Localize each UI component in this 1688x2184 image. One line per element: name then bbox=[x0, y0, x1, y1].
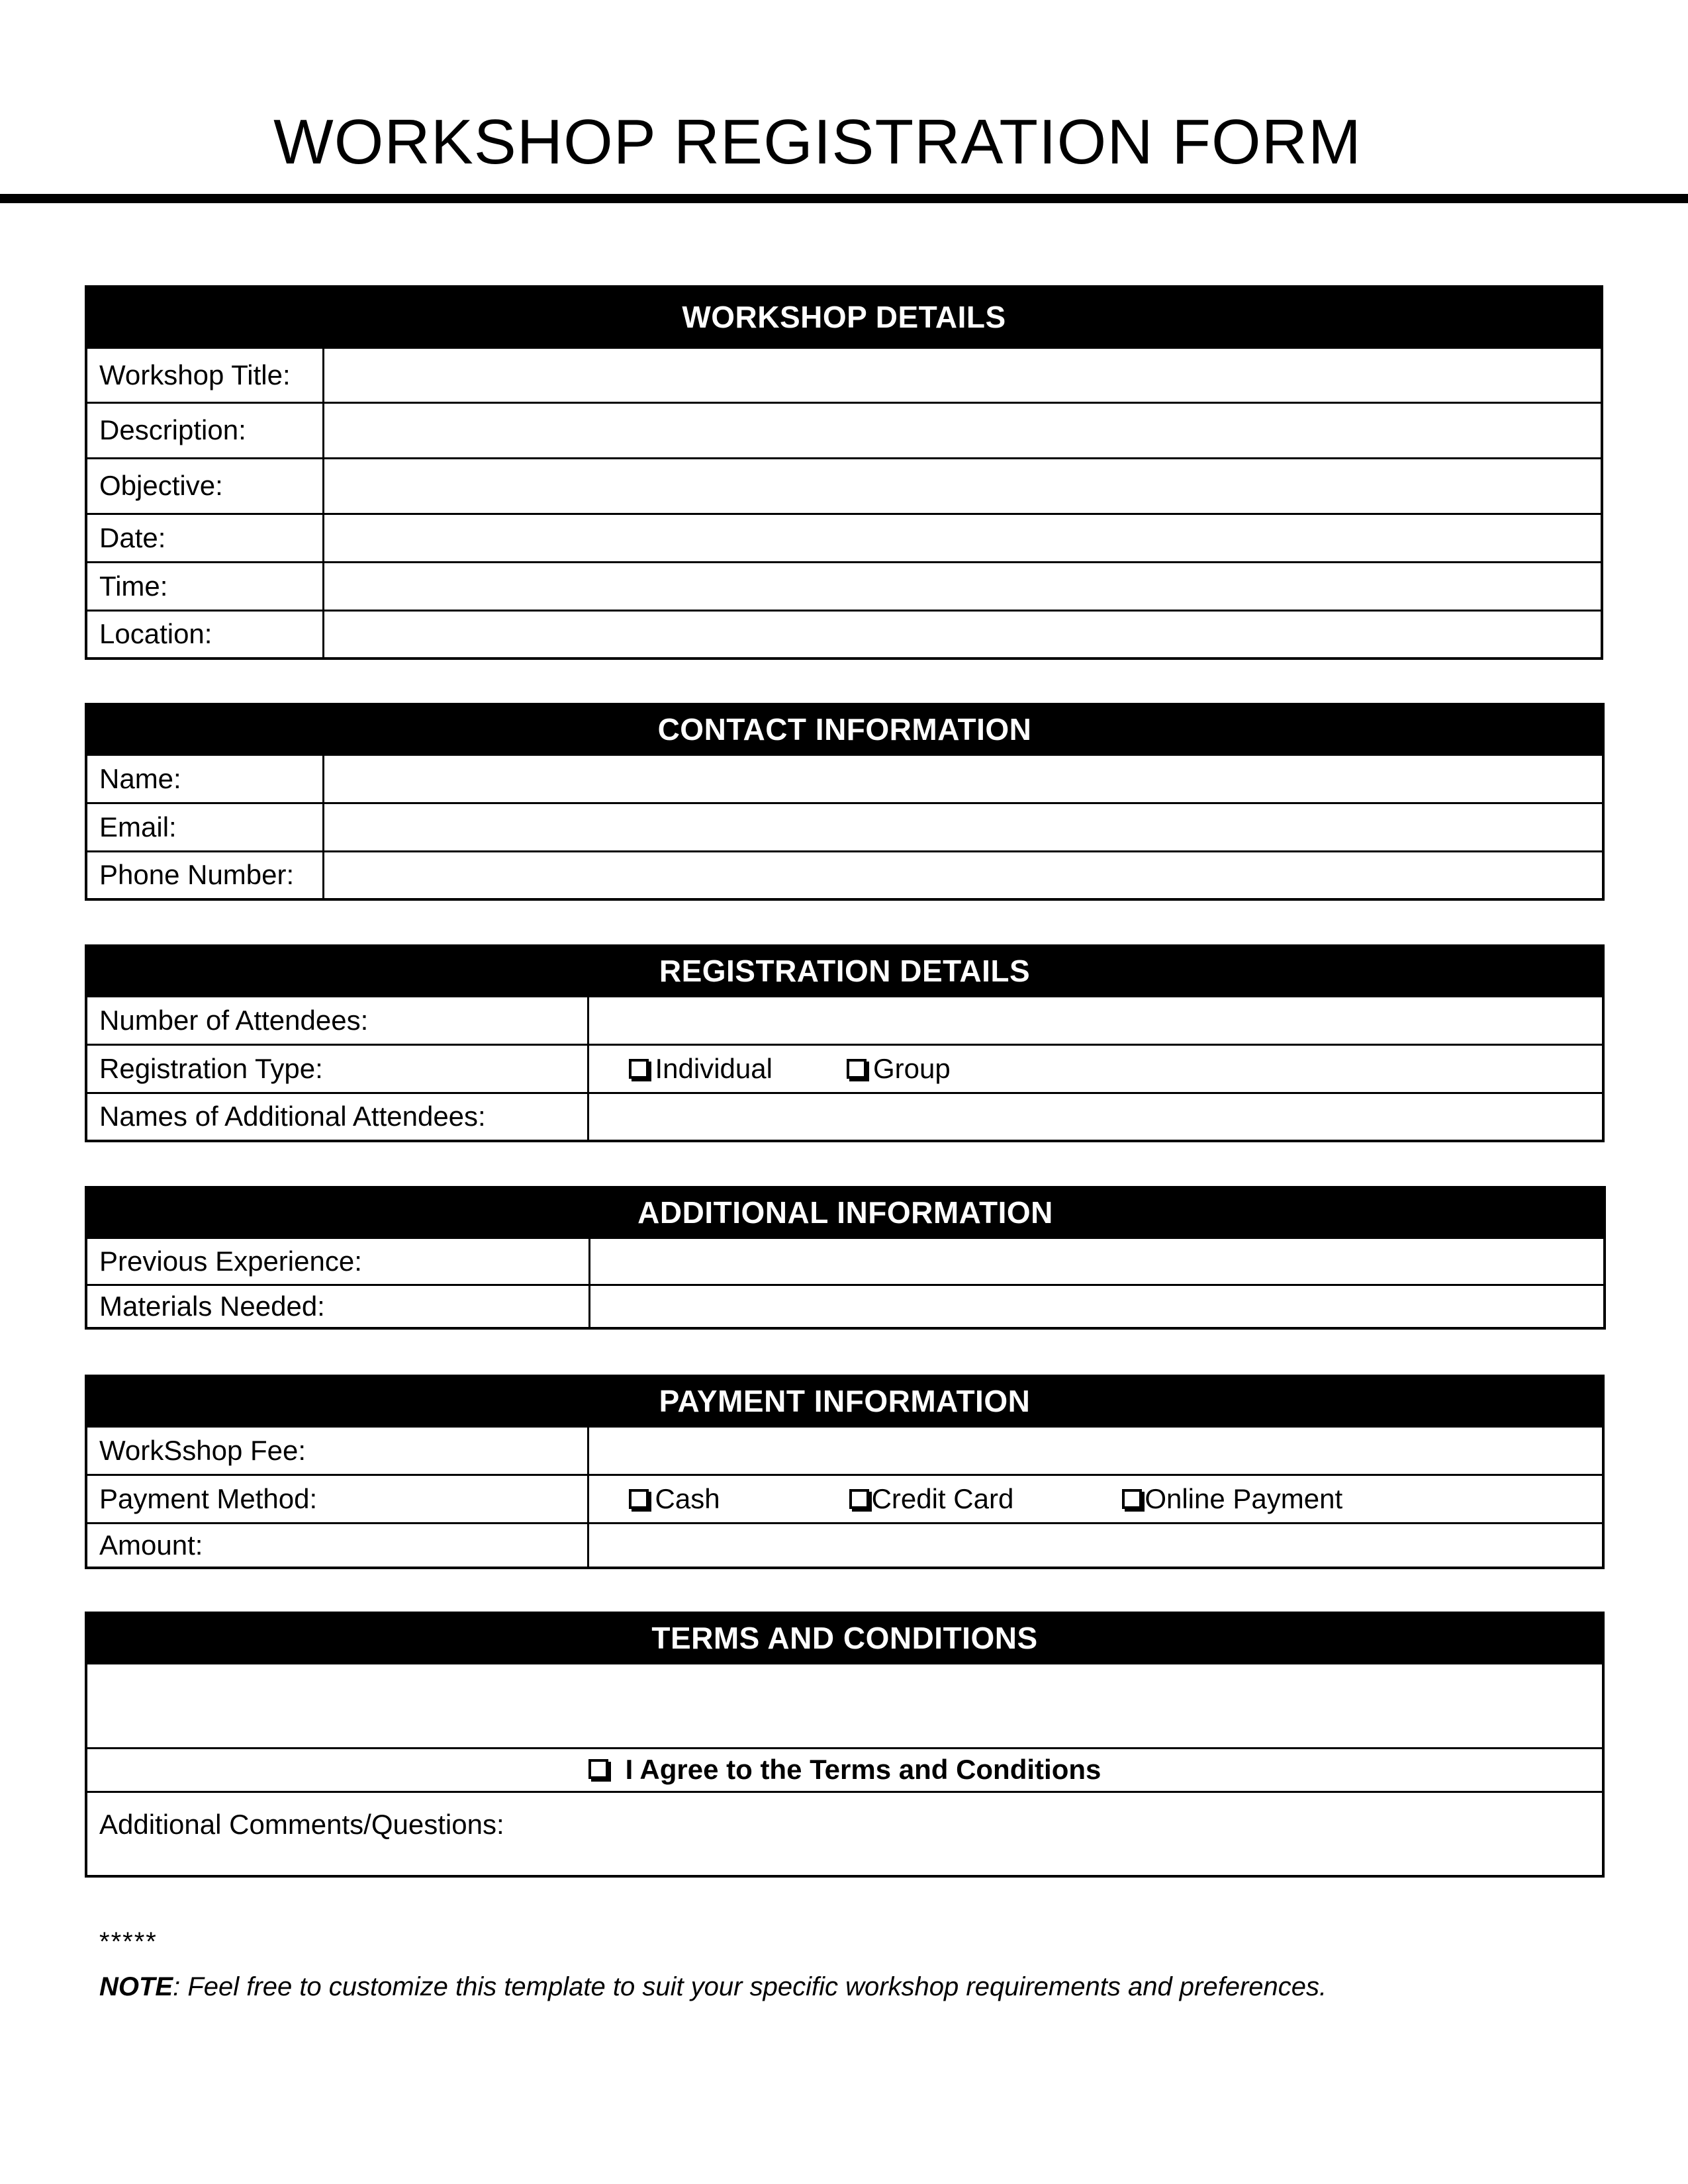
contact-information-section bbox=[85, 703, 1605, 901]
title-divider bbox=[0, 194, 1688, 203]
field-label: Previous Experience: bbox=[86, 1238, 589, 1285]
page-title: WORKSHOP REGISTRATION FORM bbox=[273, 107, 1362, 177]
checkbox-icon bbox=[588, 1759, 608, 1779]
description-input[interactable] bbox=[323, 402, 1602, 458]
registration-type-options bbox=[588, 1044, 1603, 1093]
checkbox-icon bbox=[629, 1489, 649, 1509]
workshop-details-section bbox=[85, 285, 1603, 660]
additional-information-section bbox=[85, 1186, 1606, 1330]
registration-details-section bbox=[85, 944, 1605, 1142]
field-label: Workshop Title: bbox=[86, 347, 323, 402]
name-input[interactable] bbox=[323, 754, 1603, 803]
payment-information-section bbox=[85, 1375, 1605, 1569]
objective-input[interactable] bbox=[323, 458, 1602, 514]
section-header: TERMS AND CONDITIONS bbox=[86, 1613, 1603, 1663]
section-header: PAYMENT INFORMATION bbox=[86, 1376, 1603, 1426]
footer-note bbox=[99, 1972, 1327, 2002]
payment-online-checkbox[interactable]: Online Payment bbox=[1122, 1483, 1342, 1515]
field-label: Date: bbox=[86, 514, 323, 562]
field-label: Description: bbox=[86, 402, 323, 458]
agree-terms-checkbox[interactable]: I Agree to the Terms and Conditions bbox=[86, 1748, 1603, 1792]
field-label: Phone Number: bbox=[86, 851, 323, 899]
field-label: Names of Additional Attendees: bbox=[86, 1093, 588, 1141]
checkbox-icon bbox=[849, 1489, 869, 1509]
workshop-fee-input[interactable] bbox=[588, 1426, 1603, 1475]
field-label: Email: bbox=[86, 803, 323, 851]
phone-number-input[interactable] bbox=[323, 851, 1603, 899]
email-input[interactable] bbox=[323, 803, 1603, 851]
field-label: WorkSshop Fee: bbox=[86, 1426, 588, 1475]
section-header: REGISTRATION DETAILS bbox=[86, 946, 1603, 996]
additional-attendees-input[interactable] bbox=[588, 1093, 1603, 1141]
location-input[interactable] bbox=[323, 610, 1602, 659]
time-input[interactable] bbox=[323, 562, 1602, 610]
field-label: Time: bbox=[86, 562, 323, 610]
note-label: NOTE bbox=[99, 1972, 173, 2001]
section-header: ADDITIONAL INFORMATION bbox=[86, 1187, 1605, 1238]
separator-stars: ***** bbox=[99, 1927, 158, 1956]
section-header: WORKSHOP DETAILS bbox=[86, 287, 1602, 347]
previous-experience-input[interactable] bbox=[589, 1238, 1605, 1285]
field-label: Name: bbox=[86, 754, 323, 803]
date-input[interactable] bbox=[323, 514, 1602, 562]
payment-cash-checkbox[interactable]: Cash bbox=[629, 1483, 720, 1515]
field-label: Number of Attendees: bbox=[86, 996, 588, 1044]
checkbox-icon bbox=[847, 1059, 867, 1079]
number-of-attendees-input[interactable] bbox=[588, 996, 1603, 1044]
registration-type-individual-checkbox[interactable]: Individual bbox=[629, 1053, 773, 1085]
field-label: Payment Method: bbox=[86, 1475, 588, 1523]
field-label: Amount: bbox=[86, 1523, 588, 1568]
payment-method-options bbox=[588, 1475, 1603, 1523]
section-header: CONTACT INFORMATION bbox=[86, 704, 1603, 754]
checkbox-icon bbox=[1122, 1489, 1142, 1509]
materials-needed-input[interactable] bbox=[589, 1285, 1605, 1328]
registration-type-group-checkbox[interactable]: Group bbox=[847, 1053, 951, 1085]
field-label: Registration Type: bbox=[86, 1044, 588, 1093]
payment-credit-card-checkbox[interactable]: Credit Card bbox=[849, 1483, 1014, 1515]
note-text: : Feel free to customize this template to suit your specific workshop requirements and preferences. bbox=[173, 1972, 1327, 2001]
additional-comments-field[interactable]: Additional Comments/Questions: bbox=[86, 1792, 1603, 1876]
amount-input[interactable] bbox=[588, 1523, 1603, 1568]
field-label: Location: bbox=[86, 610, 323, 659]
terms-text-area[interactable] bbox=[86, 1663, 1603, 1748]
checkbox-icon bbox=[629, 1059, 649, 1079]
workshop-title-input[interactable] bbox=[323, 347, 1602, 402]
field-label: Materials Needed: bbox=[86, 1285, 589, 1328]
terms-and-conditions-section bbox=[85, 1612, 1605, 1878]
field-label: Objective: bbox=[86, 458, 323, 514]
